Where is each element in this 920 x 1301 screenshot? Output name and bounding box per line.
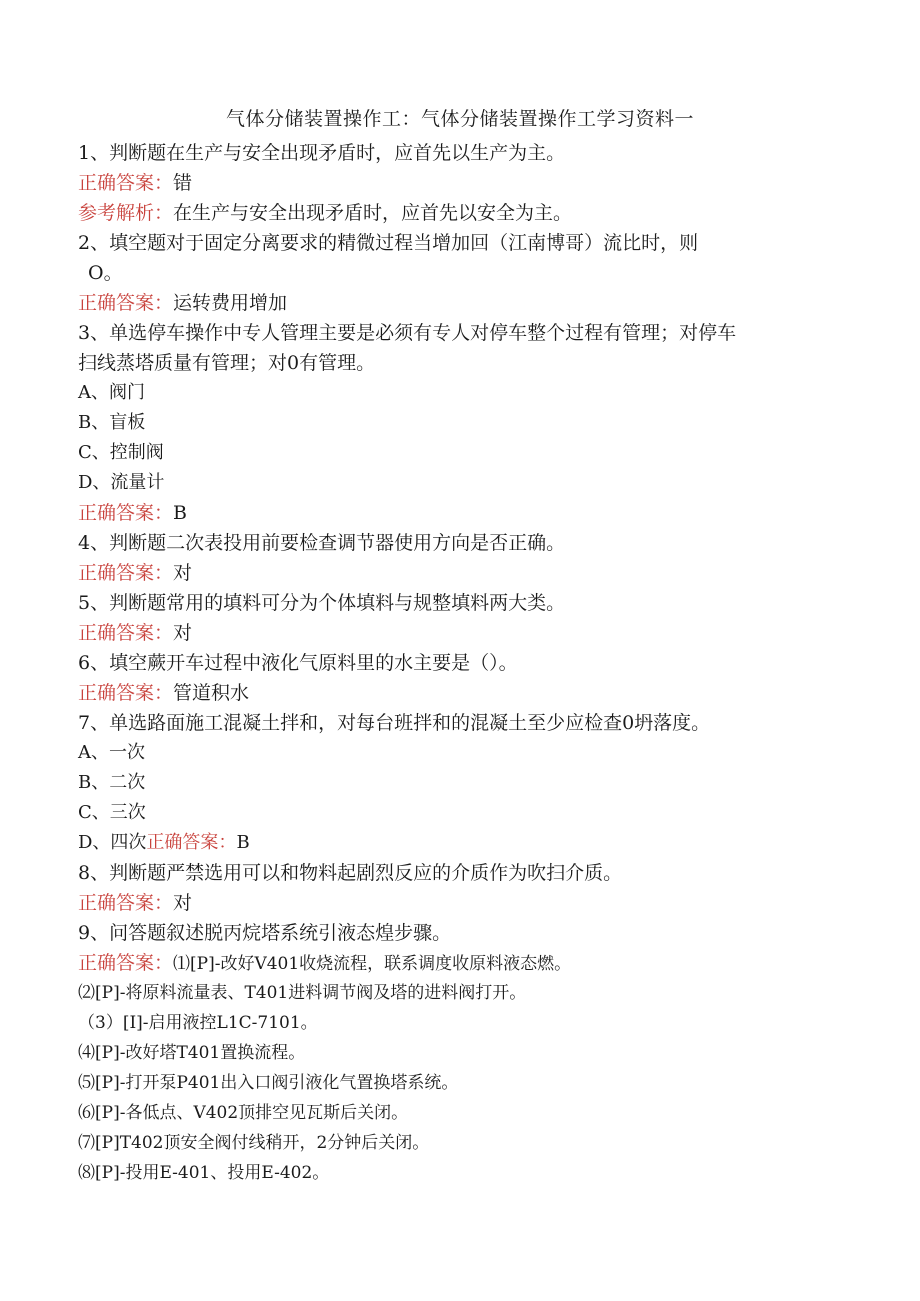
option-d-with-answer (78, 830, 848, 856)
question-text: 4、判断题二次表投用前要检查调节器使用方向是否正确。 (78, 532, 566, 554)
answer-step-7 (78, 1130, 848, 1156)
question-text: 2、填空题对于固定分离要求的精微过程当增加回（江南博哥）流比时，则 (78, 232, 699, 254)
explanation-text: 在生产与安全出现矛盾时，应首先以安全为主。 (173, 202, 573, 224)
answer-label: 正确答案： (78, 952, 174, 974)
answer-step: ⑷[P]-改好塔T401置换流程。 (78, 1043, 306, 1063)
option-text: A、阀门 (78, 382, 145, 403)
question-5 (78, 590, 848, 616)
answer-5 (78, 620, 848, 646)
answer-step-6 (78, 1100, 848, 1126)
question-3-cont (78, 350, 848, 376)
option-text: B、盲板 (78, 412, 146, 433)
question-1 (78, 140, 848, 166)
answer-label: 正确答案： (78, 622, 174, 644)
answer-label: 正确答案： (146, 832, 237, 853)
question-text: 3、单选停车操作中专人管理主要是必须有专人对停车整个过程有管理；对停车 (78, 322, 737, 344)
question-text: 扫线蒸塔质量有管理；对0有管理。 (78, 352, 376, 374)
answer-step: ⑸[P]-打开泵P401出入口阀引液化气置换塔系统。 (78, 1073, 459, 1093)
answer-label: 正确答案： (78, 172, 174, 194)
question-text: 9、问答题叙述脱丙烷塔系统引液态煌步骤。 (78, 922, 452, 944)
answer-step-5 (78, 1070, 848, 1096)
option-a (78, 740, 848, 766)
answer-label: 正确答案： (78, 892, 174, 914)
question-text: O。 (88, 262, 123, 284)
question-text: 7、单选路面施工混凝土拌和，对每台班拌和的混凝土至少应检查0坍落度。 (78, 712, 711, 734)
answer-step: ⑹[P]-各低点、V402顶排空见瓦斯后关闭。 (78, 1103, 409, 1123)
answer-label: 正确答案： (78, 292, 174, 314)
answer-value: 对 (173, 562, 193, 584)
question-4 (78, 530, 848, 556)
answer-value: B (173, 502, 187, 524)
question-text: 1、判断题在生产与安全出现矛盾时，应首先以生产为主。 (78, 142, 566, 164)
option-text: D、流量计 (78, 472, 165, 493)
answer-3 (78, 500, 848, 526)
option-text: C、三次 (78, 802, 146, 823)
question-text: 8、判断题严禁选用可以和物料起剧烈反应的介质作为吹扫介质。 (78, 862, 623, 884)
answer-value: 管道积水 (173, 682, 250, 704)
answer-value: 对 (173, 622, 193, 644)
option-text: A、一次 (78, 742, 145, 763)
option-c (78, 800, 848, 826)
answer-value: B (236, 832, 250, 853)
question-8 (78, 860, 848, 886)
answer-step: ⑵[P]-将原料流量表、T401进料调节阀及塔的进料阀打开。 (78, 983, 527, 1003)
answer-9 (78, 950, 848, 977)
answer-step: （3）[I]-启用液控L1C-7101。 (78, 1013, 318, 1033)
answer-step: ⑻[P]-投用E-401、投用E-402。 (78, 1163, 330, 1183)
question-text: 5、判断题常用的填料可分为个体填料与规整填料两大类。 (78, 592, 566, 614)
answer-2 (78, 290, 848, 316)
answer-step-3 (78, 1010, 848, 1036)
answer-step-4 (78, 1040, 848, 1066)
answer-6 (78, 680, 848, 706)
option-text: C、控制阀 (78, 442, 164, 463)
page-title: 气体分储装置操作工：气体分储装置操作工学习资料一 (225, 108, 694, 130)
answer-value: 错 (173, 172, 193, 194)
answer-step-2 (78, 980, 848, 1006)
answer-step-8 (78, 1160, 848, 1186)
option-c (78, 440, 848, 466)
option-a (78, 380, 848, 406)
option-b (78, 770, 848, 796)
answer-step: ⑴[P]-改好V401收烧流程，联系调度收原料液态燃。 (173, 954, 572, 974)
question-2-cont (88, 260, 858, 286)
answer-label: 正确答案： (78, 502, 174, 524)
question-2 (78, 230, 848, 256)
explanation-1 (78, 200, 848, 226)
explanation-label: 参考解析： (78, 202, 174, 224)
question-9 (78, 920, 848, 946)
answer-label: 正确答案： (78, 562, 174, 584)
answer-value: 运转费用增加 (173, 292, 288, 314)
answer-8 (78, 890, 848, 916)
question-text: 6、填空蕨开车过程中液化气原料里的水主要是（）。 (78, 652, 518, 674)
answer-step: ⑺[P]T402顶安全阀付线稍开，2分钟后关闭。 (78, 1133, 430, 1153)
answer-label: 正确答案： (78, 682, 174, 704)
answer-4 (78, 560, 848, 586)
answer-value: 对 (173, 892, 193, 914)
answer-1 (78, 170, 848, 196)
option-text: B、二次 (78, 772, 146, 793)
question-7 (78, 710, 848, 736)
option-text: D、四次 (78, 832, 147, 853)
question-6 (78, 650, 848, 676)
option-b (78, 410, 848, 436)
question-3 (78, 320, 848, 346)
option-d (78, 470, 848, 496)
